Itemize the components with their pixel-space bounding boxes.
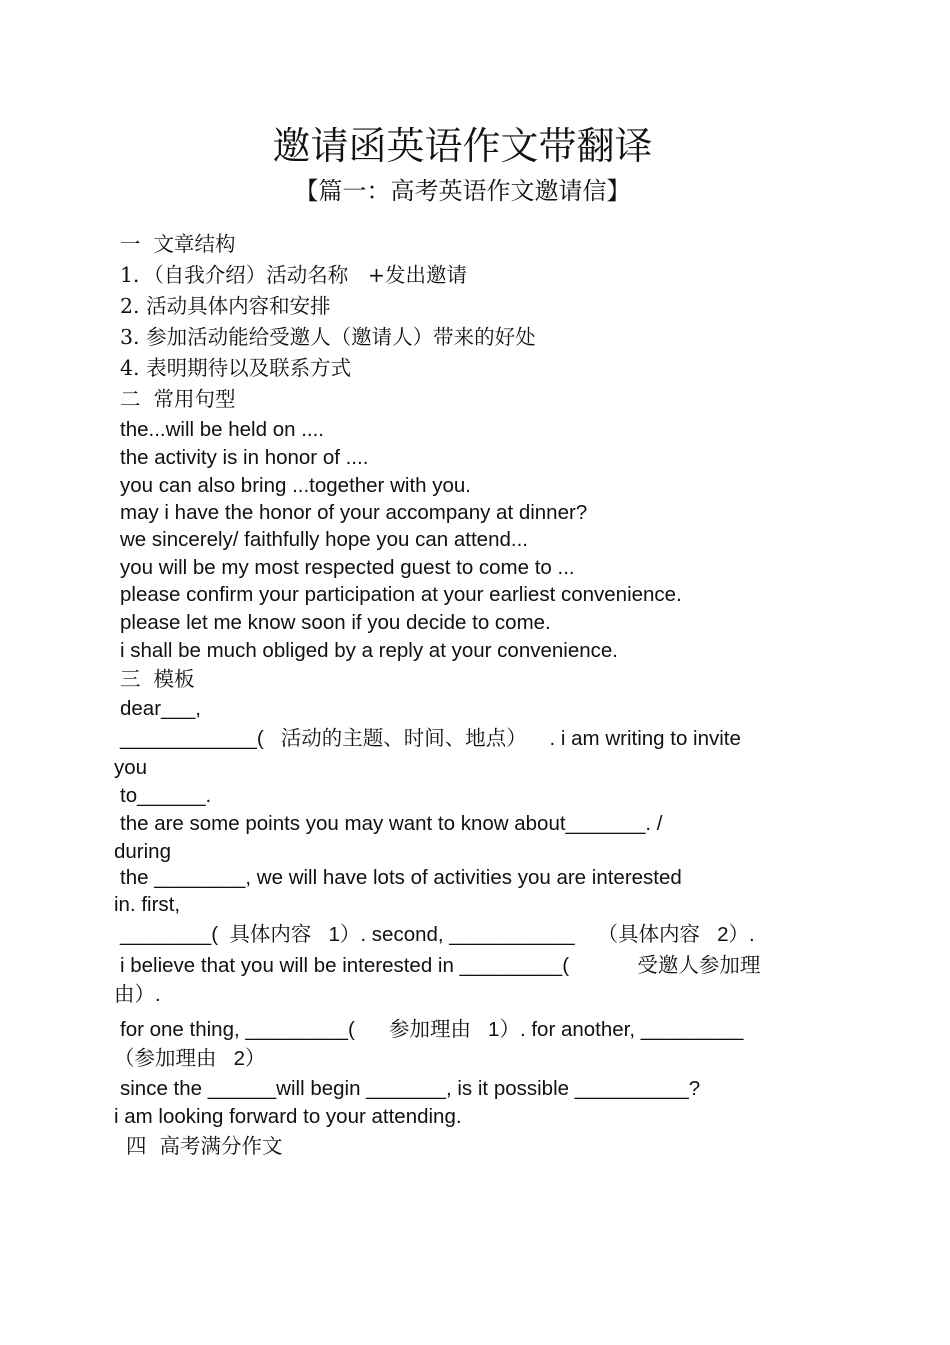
sentence-line: please let me know soon if you decide to come. <box>120 611 551 634</box>
template-line: the ________, we will have lots of activities you are interested <box>120 866 682 889</box>
section-heading-sentences: 二 常用句型 <box>120 387 236 411</box>
template-line: to______. <box>120 784 212 807</box>
sentence-line: the...will be held on .... <box>120 418 324 441</box>
structure-item-4: 4. 表明期待以及联系方式 <box>120 356 352 380</box>
sentence-line: we sincerely/ faithfully hope you can attend... <box>120 528 528 551</box>
structure-item-2: 2. 活动具体内容和安排 <box>120 294 331 318</box>
sentence-line: the activity is in honor of .... <box>120 446 369 469</box>
template-line: （参加理由 2） <box>114 1047 266 1070</box>
template-line: dear___, <box>120 697 201 720</box>
section-heading-structure: 一 文章结构 <box>120 232 236 256</box>
structure-item-1: 1．（自我介绍）活动名称 +发出邀请 <box>120 263 468 287</box>
sentence-line: you can also bring ...together with you. <box>120 474 471 497</box>
template-line: since the ______will begin _______, is it possible __________? <box>120 1077 701 1100</box>
template-line: ________( 具体内容 1）. second, ___________ （具体内容 2）. <box>120 923 755 946</box>
template-line: in. first, <box>114 893 181 916</box>
sentence-line: you will be my most respected guest to come to ... <box>120 556 575 579</box>
section-heading-essay: 四 高考满分作文 <box>126 1134 283 1158</box>
template-line: ____________( 活动的主题、时间、地点） . i am writing to invite <box>120 727 741 750</box>
template-line: i am looking forward to your attending. <box>114 1105 462 1128</box>
template-line: for one thing, _________( 参加理由 1）. for another, _________ <box>120 1018 744 1041</box>
template-line: you <box>114 756 148 779</box>
template-line: i believe that you will be interested in _________( 受邀人参加理 <box>120 954 761 977</box>
sentence-line: please confirm your participation at your earliest convenience. <box>120 583 682 606</box>
document-title: 邀请函英语作文带翻译 <box>272 124 653 168</box>
sentence-line: may i have the honor of your accompany at dinner? <box>120 501 588 524</box>
document-subtitle: 【篇一：高考英语作文邀请信】 <box>294 177 631 205</box>
template-line: during <box>114 840 171 863</box>
template-line: 由）. <box>114 983 161 1006</box>
sentence-line: i shall be much obliged by a reply at your convenience. <box>120 639 618 662</box>
section-heading-template: 三 模板 <box>120 667 195 691</box>
structure-item-3: 3. 参加活动能给受邀人（邀请人）带来的好处 <box>120 325 536 349</box>
template-line: the are some points you may want to know about_______. / <box>120 812 663 835</box>
